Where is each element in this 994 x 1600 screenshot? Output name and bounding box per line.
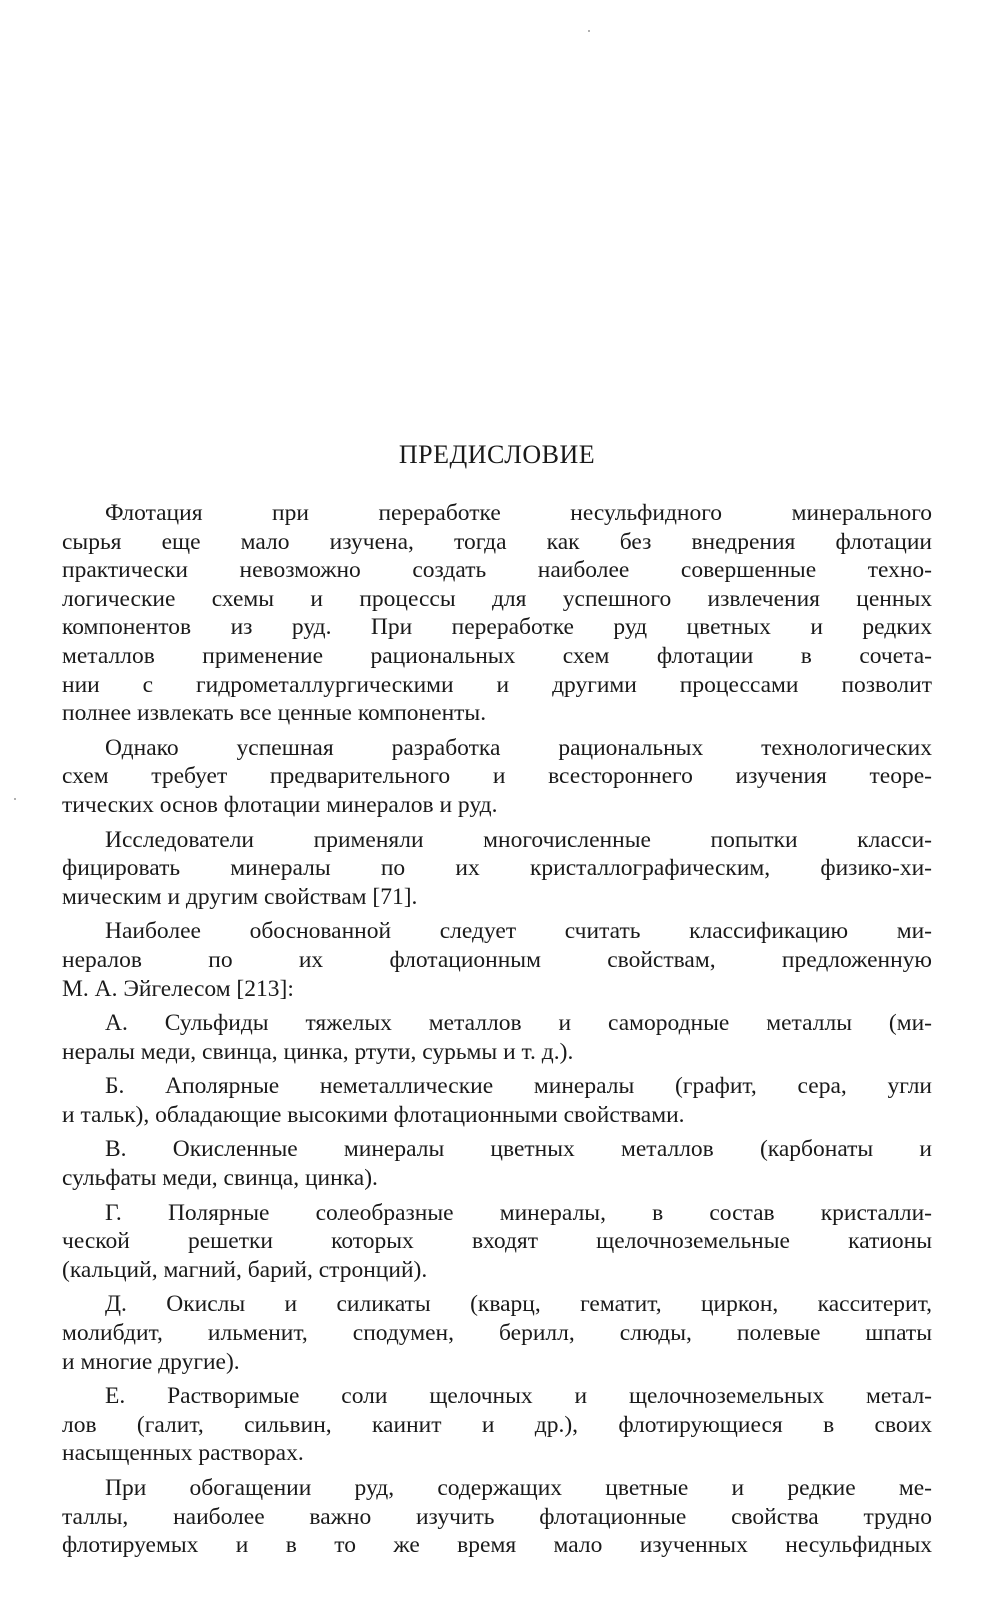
text-line: сырья еще мало изучена, тогда как без внедрения флотации bbox=[62, 528, 932, 555]
text-line: фицировать минералы по их кристаллографическим, физико-хи- bbox=[62, 855, 932, 882]
text-line: (кальций, магний, барий, стронций). bbox=[62, 1256, 428, 1283]
text-line: полнее извлекать все ценные компоненты. bbox=[62, 700, 487, 727]
text-line: и тальк), обладающие высокими флотационными свойствами. bbox=[62, 1101, 685, 1128]
text-line: практически невозможно создать наиболее совершенные техно- bbox=[62, 557, 932, 584]
text-line: Однако успешная разработка рациональных технологических bbox=[105, 734, 932, 761]
text-line: Флотация при переработке несульфидного минерального bbox=[105, 500, 932, 526]
paragraph bbox=[62, 1382, 932, 1468]
paragraph bbox=[62, 499, 932, 728]
paragraph bbox=[62, 917, 932, 1003]
text-line: В. Окисленные минералы цветных металлов (карбонаты и bbox=[105, 1136, 932, 1163]
text-line: флотируемых и в то же время мало изученных несульфидных bbox=[62, 1532, 932, 1559]
text-line: логические схемы и процессы для успешного извлечения ценных bbox=[62, 585, 932, 612]
text-line: Наиболее обоснованной следует считать классификацию ми- bbox=[105, 918, 932, 945]
text-line: А. Сульфиды тяжелых металлов и самородные металлы (ми- bbox=[105, 1010, 932, 1037]
text-line: нералы меди, свинца, цинка, ртути, сурьмы и т. д.). bbox=[62, 1038, 574, 1065]
text-line: ческой решетки которых входят щелочноземельные катионы bbox=[62, 1228, 932, 1255]
text-line: лов (галит, сильвин, каинит и др.), флотирующиеся в своих bbox=[62, 1411, 932, 1438]
paragraph bbox=[62, 1474, 932, 1560]
text-line: насыщенных растворах. bbox=[62, 1440, 304, 1467]
paragraph bbox=[62, 1009, 932, 1066]
paragraph bbox=[62, 826, 932, 912]
text-line: и многие другие). bbox=[62, 1348, 240, 1375]
body-text bbox=[62, 499, 932, 1566]
text-line: Исследователи применяли многочисленные попытки класси- bbox=[105, 826, 932, 853]
text-line: тических основ флотации минералов и руд. bbox=[62, 791, 498, 818]
print-speck bbox=[588, 30, 590, 32]
text-line: молибдит, ильменит, сподумен, берилл, слюды, полевые шпаты bbox=[62, 1320, 932, 1347]
text-line: сульфаты меди, свинца, цинка). bbox=[62, 1165, 378, 1192]
paragraph bbox=[62, 1072, 932, 1129]
text-line: компонентов из руд. При переработке руд цветных и редких bbox=[62, 614, 932, 641]
text-line: мическим и другим свойствам [71]. bbox=[62, 883, 418, 910]
text-line: Г. Полярные солеобразные минералы, в состав кристалли- bbox=[105, 1199, 932, 1226]
text-line: схем требует предварительного и всестороннего изучения теоре- bbox=[62, 763, 932, 790]
page-title: ПРЕДИСЛОВИЕ bbox=[398, 440, 596, 469]
text-line: таллы, наиболее важно изучить флотационные свойства трудно bbox=[62, 1503, 932, 1530]
text-line: нералов по их флотационным свойствам, предложенную bbox=[62, 946, 932, 973]
text-line: металлов применение рациональных схем флотации в сочета- bbox=[62, 642, 932, 669]
paragraph bbox=[62, 1135, 932, 1192]
text-line: Б. Аполярные неметаллические минералы (графит, сера, угли bbox=[105, 1073, 932, 1100]
paragraph bbox=[62, 1290, 932, 1376]
text-line: нии с гидрометаллургическими и другими процессами позволит bbox=[62, 671, 932, 698]
paragraph bbox=[62, 1199, 932, 1285]
paragraph bbox=[62, 734, 932, 820]
text-line: Д. Окислы и силикаты (кварц, гематит, циркон, касситерит, bbox=[105, 1291, 932, 1318]
text-line: Е. Растворимые соли щелочных и щелочноземельных метал- bbox=[105, 1383, 932, 1410]
print-speck bbox=[14, 798, 16, 800]
text-line: При обогащении руд, содержащих цветные и редкие ме- bbox=[105, 1475, 932, 1501]
text-line: М. А. Эйгелесом [213]: bbox=[62, 975, 294, 1002]
